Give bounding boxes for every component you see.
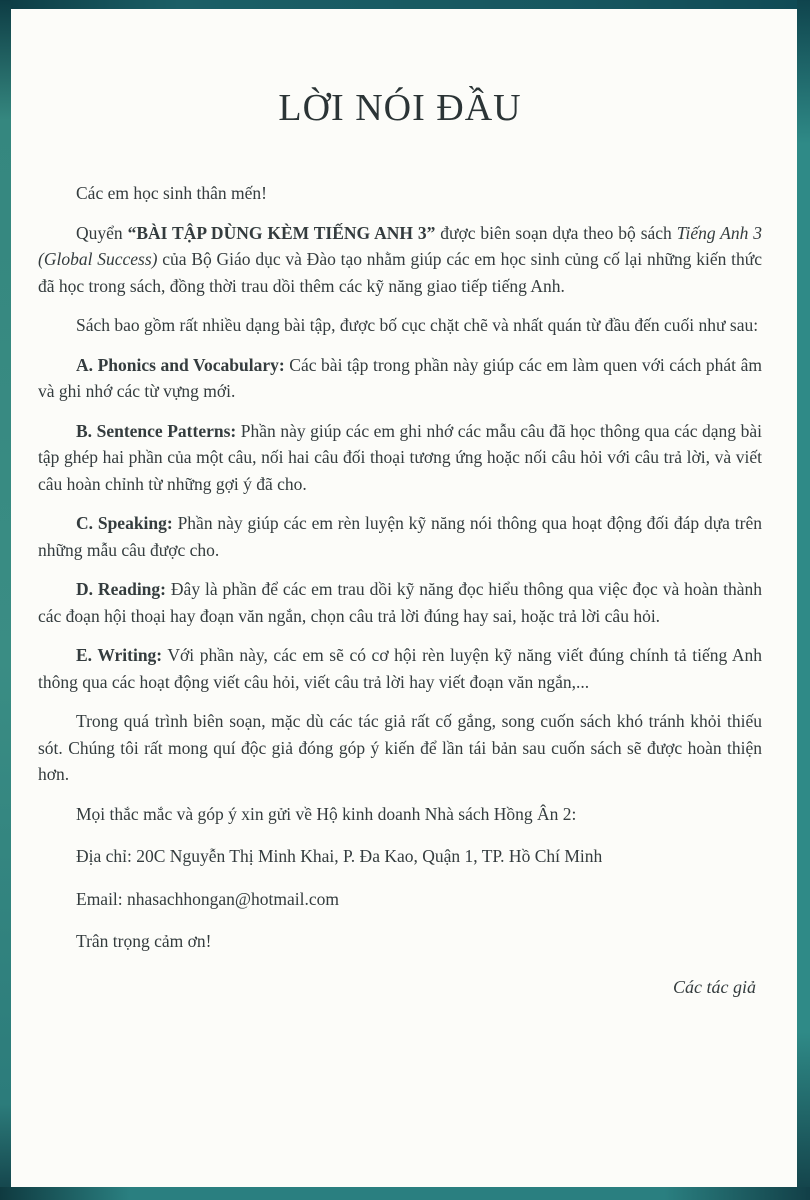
email-line: Email: nhasachhongan@hotmail.com	[76, 888, 339, 909]
section-paragraph-speaking	[38, 510, 762, 563]
series-title-italic: Tiếng Anh 3 (Global Success)	[38, 222, 763, 269]
page-title: LỜI NÓI ĐẦU	[278, 87, 522, 129]
greeting-paragraph: Các em học sinh thân mến!	[76, 183, 267, 203]
section-label-reading: D. Reading:	[76, 579, 166, 599]
intro-text-2: được biên soạn dựa theo bộ sách	[435, 222, 677, 243]
intro-text-3: của Bộ Giáo dục và Đào tạo nhằm giúp các em học sinh củng cố lại những kiến thức đã học trong sách, đồng thời trau dồi thêm các kỹ năng giao tiếp tiếng Anh.	[38, 249, 762, 296]
section-paragraph-writing	[38, 642, 762, 695]
section-label-speaking: C. Speaking:	[76, 513, 173, 533]
page-edge-left	[0, 0, 11, 1200]
page-edge-top	[0, 0, 810, 9]
section-text-phonics: Các bài tập trong phần này giúp các em làm quen với cách phát âm và ghi nhớ các từ vựng mới.	[38, 354, 762, 401]
contact-intro-line: Mọi thắc mắc và góp ý xin gửi về Hộ kinh doanh Nhà sách Hồng Ân 2:	[76, 803, 577, 824]
closing-paragraph: Trong quá trình biên soạn, mặc dù các tác giả rất cố gắng, song cuốn sách khó tránh khỏi thiếu sót. Chúng tôi rất mong quí độc giả đóng góp ý kiến để lần tái bản sau cuốn sách sẽ được hoàn thiện hơn.	[38, 711, 762, 784]
section-text-speaking: Phần này giúp các em rèn luyện kỹ năng nói thông qua hoạt động đối đáp dựa trên những mẫu câu được cho.	[38, 513, 762, 560]
structure-intro-paragraph: Sách bao gồm rất nhiều dạng bài tập, được bố cục chặt chẽ và nhất quán từ đầu đến cuối như sau:	[76, 315, 759, 335]
preface-content	[38, 86, 762, 1016]
page-edge-bottom	[0, 1187, 810, 1200]
section-label-sentence-patterns: B. Sentence Patterns:	[76, 420, 237, 441]
signature: Các tác giả	[673, 976, 756, 997]
section-text-writing: Với phần này, các em sẽ có cơ hội rèn luyện kỹ năng viết đúng chính tả tiếng Anh thông qua các hoạt động viết câu hỏi, viết câu trả lời hay viết đoạn văn ngắn,...	[38, 645, 763, 692]
section-text-sentence-patterns: Phần này giúp các em ghi nhớ các mẫu câu đã học thông qua các dạng bài tập ghép hai phần của một câu, nối hai câu đối thoại tương ứng hoặc nối câu hỏi với câu trả lời, và viết câu hoàn chỉnh từ những gợi ý đã cho.	[38, 420, 762, 494]
thanks-line: Trân trọng cảm ơn!	[76, 931, 212, 951]
book-title-bold: “BÀI TẬP DÙNG KÈM TIẾNG ANH 3”	[127, 222, 436, 243]
section-text-reading: Đây là phần để các em trau dồi kỹ năng đọc hiểu thông qua việc đọc và hoàn thành các đoạn hội thoại hay đoạn văn ngắn, chọn câu trả lời đúng hay sai, hoặc trả lời câu hỏi.	[38, 579, 762, 626]
section-paragraph-reading	[38, 576, 762, 629]
intro-paragraph	[38, 220, 762, 300]
address-line: Địa chỉ: 20C Nguyễn Thị Minh Khai, P. Đa Kao, Quận 1, TP. Hồ Chí Minh	[76, 846, 603, 866]
section-label-phonics: A. Phonics and Vocabulary:	[76, 354, 285, 375]
section-paragraph-phonics	[38, 352, 762, 405]
section-paragraph-sentence-patterns	[38, 418, 762, 498]
page-edge-right	[797, 0, 810, 1200]
section-label-writing: E. Writing:	[76, 645, 163, 665]
intro-text-1: Quyển	[76, 222, 128, 243]
